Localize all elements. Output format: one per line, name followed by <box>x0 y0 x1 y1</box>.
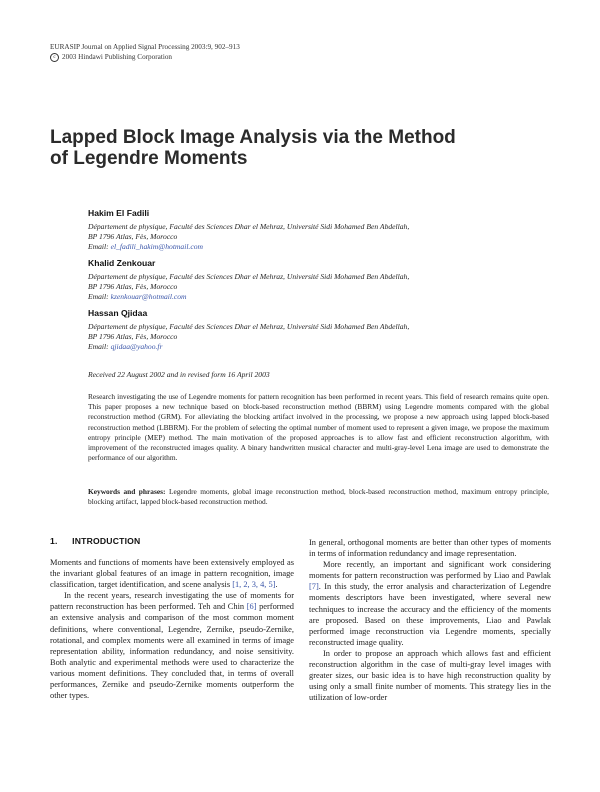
paragraph-text: . In this study, the error analysis and characterization of Legendre moments descriptors have been investigated, where several new techniques to increase the accuracy and the efficiency of the moments are proposed. Based on these improvements, Liao and Pawlak performed image reconstruction via Legendre moments, specially reconstructed image quality. <box>309 582 551 647</box>
paragraph-text: performed an extensive analysis and comparison of the most common moment definitions, where conventional, Legendre, Zernike, pseudo-Zernike, rotational, and complex moments were all examined in terms of image representation ability, information redundancy, and noise sensitivity. Both analytic and experimental methods were used to characterize the various moment definitions. They concluded that, in terms of overall performances, Zernike and pseudo-Zernike moments outperform the other types. <box>50 602 294 701</box>
paragraph-text: . <box>275 580 278 590</box>
abstract: Research investigating the use of Legendre moments for pattern recognition has been performed in recent years. This field of research remains quite open. This paper proposes a new technique based on block-based reconstruction method (BBRM) using Legendre moments compared with the global reconstruction method (GRM). For alleviating the blocking artifact involved in the processing, we propose a new approach using lapped block-based reconstruction method (LBBRM). For the problem of selecting the optimal number of moment used to represent a given image, we propose the maximum entropy principle (MEP) method. The main motivation of the proposed approaches is to allow fast and efficient reconstruction algorithm, with improvement of the reconstructed images quality. A binary handwritten musical character and multi-gray-level Lena image are used to demonstrate the performance of our algorithm. <box>88 392 549 463</box>
author-email-link[interactable]: kzenkouar@hotmail.com <box>110 292 187 301</box>
author-name: Khalid Zenkouar <box>88 258 156 268</box>
citation-link[interactable]: [1, 2, 3, 4, 5] <box>232 580 276 590</box>
title-line-2: of Legendre Moments <box>50 148 248 169</box>
copyright-icon: c <box>50 53 59 62</box>
section-title: INTRODUCTION <box>72 536 141 546</box>
email-label: Email: <box>88 342 109 351</box>
author-email-line <box>88 342 488 352</box>
citation-link[interactable]: [7] <box>309 582 319 592</box>
copyright-row <box>50 52 240 62</box>
paragraph-text: More recently, an important and significant work considering moments for pattern reconstruction was performed by Liao and Pawlak <box>309 560 551 581</box>
journal-line: EURASIP Journal on Applied Signal Processing 2003:9, 902–913 <box>50 43 240 51</box>
author-name: Hakim El Fadili <box>88 208 150 218</box>
email-label: Email: <box>88 242 109 251</box>
paragraph: In order to propose an approach which allows fast and efficient reconstruction algorithm in the case of multi-gray level images with greater sizes, our basic idea is to have high reconstruction quality by using only a small finite number of moments. This strategy lies in the utilization of low-order <box>309 648 551 703</box>
paragraph <box>50 557 294 590</box>
author-address: BP 1796 Atlas, Fès, Morocco <box>88 232 178 241</box>
author-block <box>88 208 488 252</box>
author-name: Hassan Qjidaa <box>88 308 148 318</box>
right-column <box>309 537 551 703</box>
author-email-link[interactable]: qjidaa@yahoo.fr <box>110 342 163 351</box>
section-number: 1. <box>50 536 58 546</box>
email-label: Email: <box>88 292 109 301</box>
title-line-1: Lapped Block Image Analysis via the Method <box>50 127 456 148</box>
author-email-link[interactable]: el_fadili_hakim@hotmail.com <box>110 242 203 251</box>
author-affiliation: Département de physique, Faculté des Sciences Dhar el Mehraz, Université Sidi Mohamed Ben Abdellah, <box>88 272 410 281</box>
section-heading <box>50 536 140 546</box>
author-block <box>88 308 488 352</box>
paragraph <box>309 559 551 648</box>
keywords-label: Keywords and phrases: <box>88 487 166 496</box>
author-email-line <box>88 242 488 252</box>
author-address: BP 1796 Atlas, Fès, Morocco <box>88 282 178 291</box>
paragraph-text: Moments and functions of moments have been extensively employed as the invariant global features of an image in pattern recognition, image classification, target identification, and scene analysis <box>50 558 294 590</box>
paragraph: In general, orthogonal moments are better than other types of moments in terms of information redundancy and image representation. <box>309 538 551 559</box>
citation-link[interactable]: [6] <box>246 602 257 612</box>
copyright-line: 2003 Hindawi Publishing Corporation <box>62 53 173 61</box>
author-email-line <box>88 292 488 302</box>
left-column <box>50 557 294 701</box>
journal-header <box>50 42 240 62</box>
author-block <box>88 258 488 302</box>
author-affiliation: Département de physique, Faculté des Sciences Dhar el Mehraz, Université Sidi Mohamed Ben Abdellah, <box>88 222 410 231</box>
received-date: Received 22 August 2002 and in revised form 16 April 2003 <box>88 370 270 379</box>
paper-title <box>50 127 520 169</box>
author-address: BP 1796 Atlas, Fès, Morocco <box>88 332 178 341</box>
keywords <box>88 487 549 507</box>
paragraph-text: In the recent years, research investigating the use of moments for pattern reconstruction has been performed. Teh and Chin <box>50 591 294 612</box>
keywords-text: Legendre moments, global image reconstruction method, block-based reconstruction method, maximum entropy principle, blocking artifact, lapped block-based reconstruction method. <box>88 487 549 507</box>
author-list <box>88 208 488 358</box>
author-affiliation: Département de physique, Faculté des Sciences Dhar el Mehraz, Université Sidi Mohamed Ben Abdellah, <box>88 322 410 331</box>
paragraph <box>50 590 294 701</box>
